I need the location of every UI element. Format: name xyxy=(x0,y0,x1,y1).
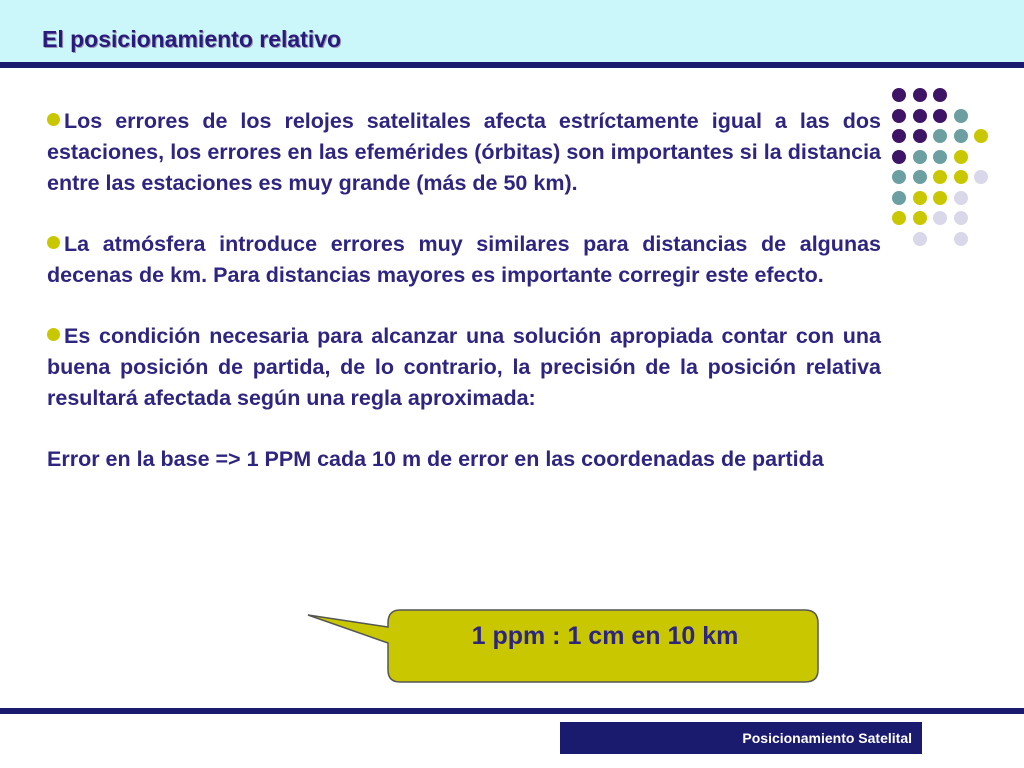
decorative-dot xyxy=(933,211,947,225)
decorative-dot xyxy=(954,150,968,164)
decorative-dot xyxy=(892,211,906,225)
decorative-dot xyxy=(954,129,968,143)
decorative-dot xyxy=(913,129,927,143)
bullet-dot-icon xyxy=(47,236,60,249)
paragraph-text: La atmósfera introduce errores muy similares para distancias de algunas decenas de km. Para distancias mayores es importante corregir este efecto. xyxy=(47,232,881,287)
bullet-paragraph-3 xyxy=(47,321,881,414)
paragraph-text: Los errores de los relojes satelitales afecta estríctamente igual a las dos estaciones, los errores en las efemérides (órbitas) son importantes si la distancia entre las estaciones es muy grande (más de 50 km). xyxy=(47,109,881,195)
decorative-dot-grid xyxy=(880,88,1000,258)
decorative-dot xyxy=(954,191,968,205)
decorative-dot xyxy=(933,88,947,102)
decorative-dot xyxy=(913,211,927,225)
rule-statement: Error en la base => 1 PPM cada 10 m de error en las coordenadas de partida xyxy=(47,447,824,471)
paragraph-text: Es condición necesaria para alcanzar una solución apropiada contar con una buena posición de partida, de lo contrario, la precisión de la posición relativa resultará afectada según una regla aproximada: xyxy=(47,324,881,410)
slide-title: El posicionamiento relativo xyxy=(42,26,342,52)
decorative-dot xyxy=(954,211,968,225)
slide-body xyxy=(47,106,881,475)
bullet-paragraph-1 xyxy=(47,106,881,199)
decorative-dot xyxy=(892,150,906,164)
decorative-dot xyxy=(933,150,947,164)
footer-label: Posicionamiento Satelital xyxy=(560,722,922,754)
decorative-dot xyxy=(913,232,927,246)
decorative-dot xyxy=(974,170,988,184)
bullet-dot-icon xyxy=(47,113,60,126)
decorative-dot xyxy=(892,170,906,184)
decorative-dot xyxy=(913,88,927,102)
decorative-dot xyxy=(892,129,906,143)
bottom-rule xyxy=(0,708,1024,714)
callout-text: 1 ppm : 1 cm en 10 km xyxy=(471,622,739,650)
decorative-dot xyxy=(913,109,927,123)
decorative-dot xyxy=(954,170,968,184)
decorative-dot xyxy=(974,129,988,143)
decorative-dot xyxy=(892,88,906,102)
decorative-dot xyxy=(933,129,947,143)
decorative-dot xyxy=(954,232,968,246)
decorative-dot xyxy=(913,170,927,184)
decorative-dot xyxy=(892,109,906,123)
decorative-dot xyxy=(933,109,947,123)
decorative-dot xyxy=(933,170,947,184)
bullet-dot-icon xyxy=(47,328,60,341)
decorative-dot xyxy=(913,191,927,205)
bullet-paragraph-2 xyxy=(47,229,881,291)
top-rule xyxy=(0,62,1024,68)
decorative-dot xyxy=(892,191,906,205)
decorative-dot xyxy=(933,191,947,205)
decorative-dot xyxy=(913,150,927,164)
decorative-dot xyxy=(954,109,968,123)
